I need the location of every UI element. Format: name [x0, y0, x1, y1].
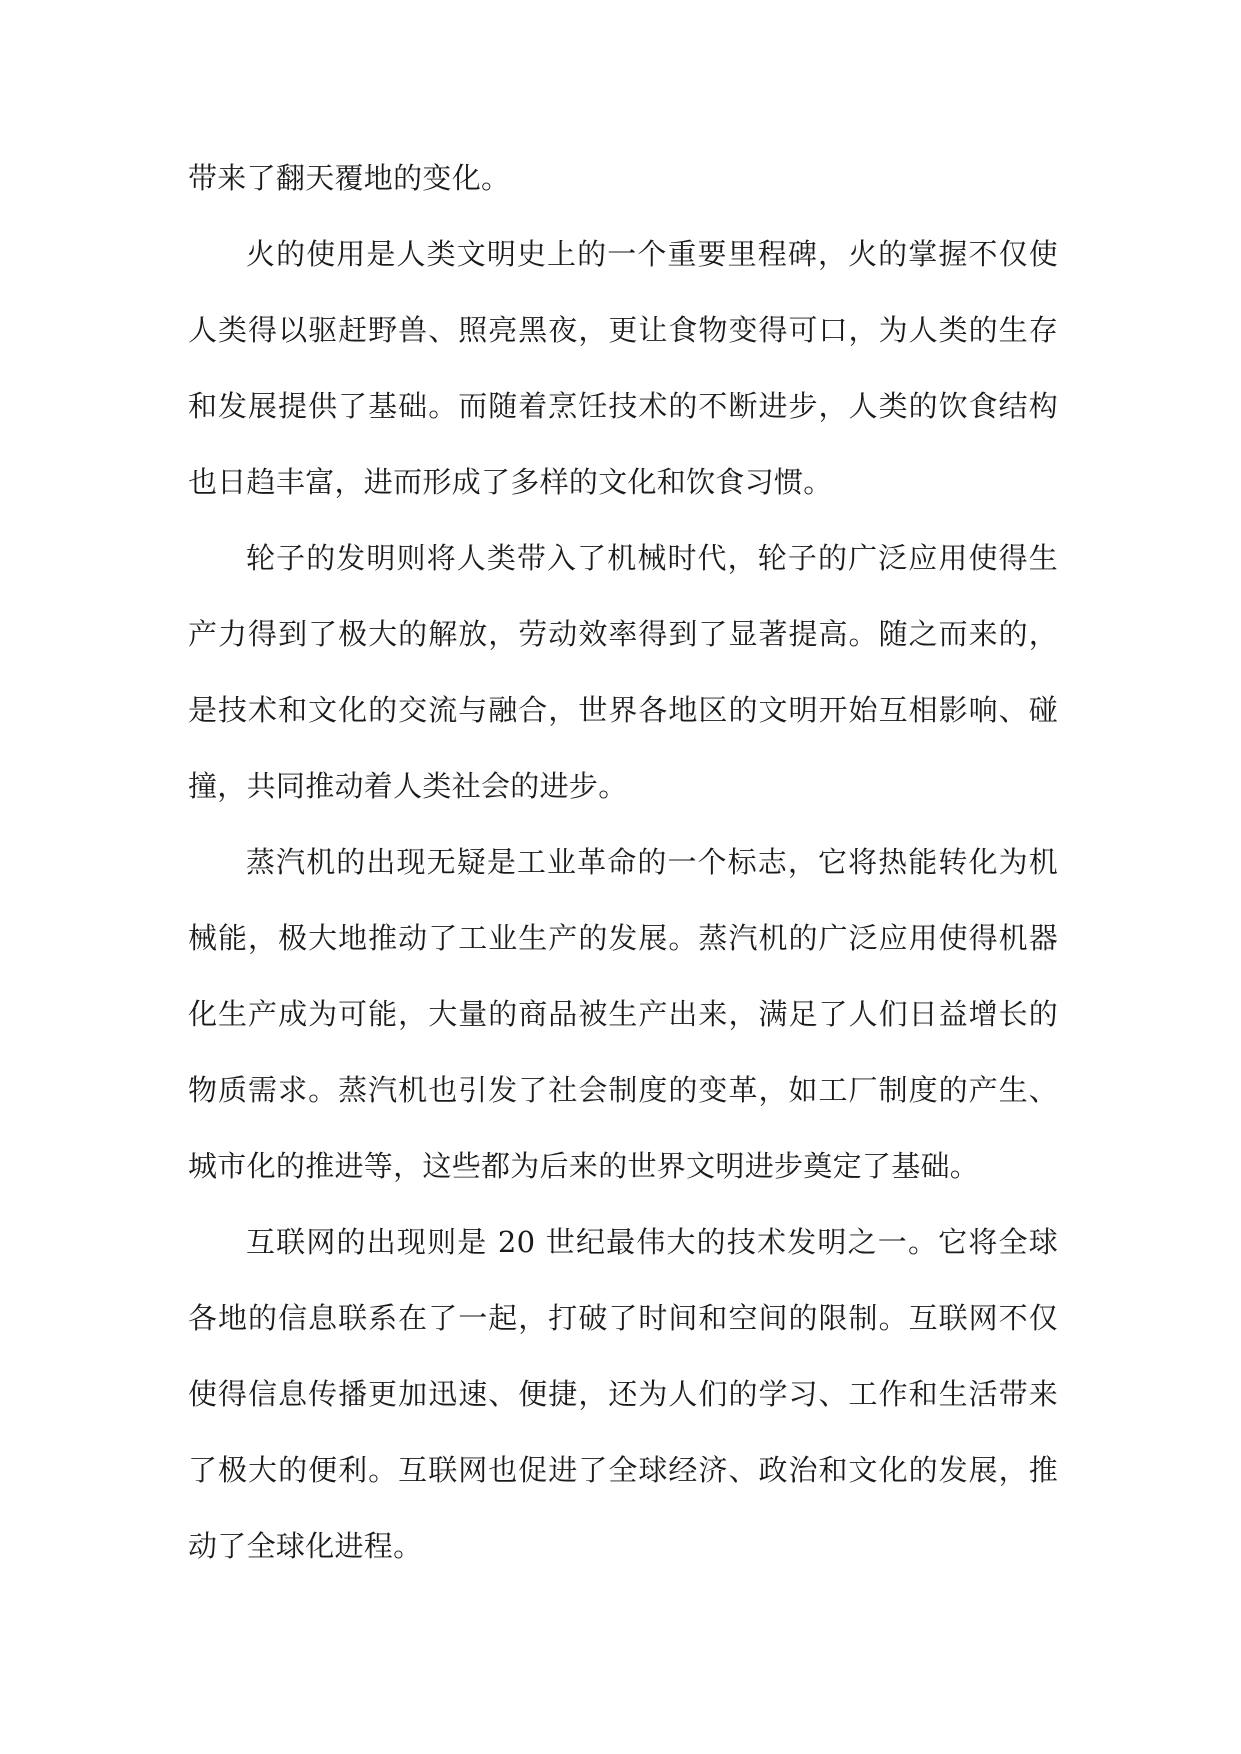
paragraph-continuation: 带来了翻天覆地的变化。 — [188, 161, 511, 195]
document-body — [188, 140, 1058, 1584]
paragraph-steam-engine: 蒸汽机的出现无疑是工业革命的一个标志，它将热能转化为机械能，极大地推动了工业生产的发展。蒸汽机的广泛应用使得机器化生产成为可能，大量的商品被生产出来，满足了人们日益增长的物质需求。蒸汽机也引发了社会制度的变革，如工厂制度的产生、城市化的推进等，这些都为后来的世界文明进步奠定了基础。 — [188, 845, 1058, 1183]
paragraph-internet: 互联网的出现则是 20 世纪最伟大的技术发明之一。它将全球各地的信息联系在了一起，打破了时间和空间的限制。互联网不仅使得信息传播更加迅速、便捷，还为人们的学习、工作和生活带来了极大的便利。互联网也促进了全球经济、政治和文化的发展，推动了全球化进程。 — [188, 1225, 1058, 1563]
paragraph-wheel: 轮子的发明则将人类带入了机械时代，轮子的广泛应用使得生产力得到了极大的解放，劳动效率得到了显著提高。随之而来的，是技术和文化的交流与融合，世界各地区的文明开始互相影响、碰撞，共同推动着人类社会的进步。 — [188, 541, 1058, 803]
paragraph-fire: 火的使用是人类文明史上的一个重要里程碑，火的掌握不仅使人类得以驱赶野兽、照亮黑夜，更让食物变得可口，为人类的生存和发展提供了基础。而随着烹饪技术的不断进步，人类的饮食结构也日趋丰富，进而形成了多样的文化和饮食习惯。 — [188, 237, 1058, 499]
